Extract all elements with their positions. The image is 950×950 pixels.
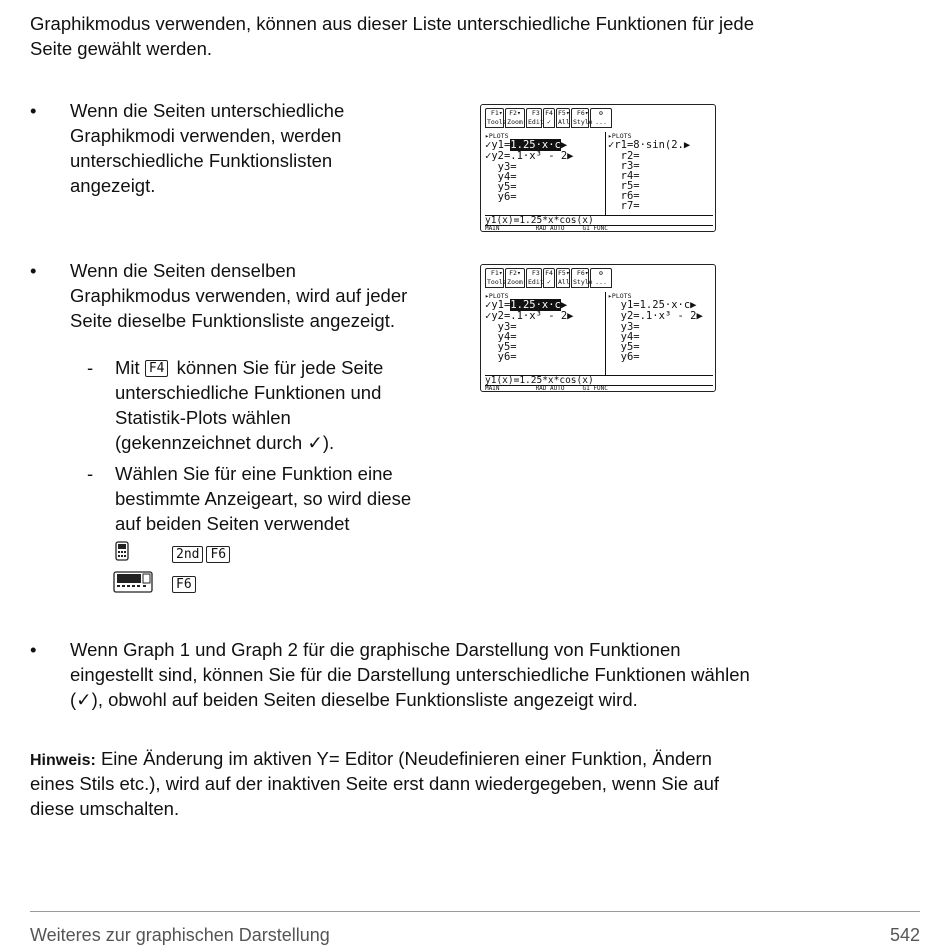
toolbar-edit: F3 Edit [528,269,544,286]
status-line: MAIN RAD AUTO G1 FUNC [485,385,713,392]
bullet-marker: • [30,639,37,660]
toolbar-more: ⚙ ... [590,268,612,288]
toolbar-tools: F1▾ Tools [487,269,507,286]
sub-1-pre: Mit [115,357,140,378]
toolbar [485,268,613,290]
2nd-key: 2nd [172,546,203,563]
calculator-screen-1 [480,104,716,232]
toolbar-style: F6▾ Style [573,269,593,286]
function-line: y4= [485,171,517,183]
highlighted-expression: 1.25·x·c [510,299,561,311]
calculator-icon [115,541,129,561]
bullet-marker: • [30,100,37,121]
function-line: y3= [485,161,517,173]
function-line: r2= [608,150,640,162]
sub-2-line: auf beiden Seiten verwendet [115,513,350,534]
plots-label: ▸PLOTS [485,292,509,300]
bullet-1-line: Graphikmodi verwenden, werden [70,125,342,146]
toolbar-more: ⚙ ... [590,108,612,128]
sub-1-line: unterschiedliche Funktionen und [115,382,382,403]
toolbar-edit: F3 Edit [528,109,544,126]
note-line-3: diese umschalten. [30,798,180,819]
intro-line-1: Graphikmodus verwenden, können aus dieser Liste unterschiedliche Funktionen für jede [30,13,754,34]
sub-1-line: (gekennzeichnet durch ✓). [115,432,335,453]
y-editor-right-pane [608,132,713,215]
dash-marker: - [87,463,94,484]
key-row-voyage [172,571,199,596]
function-line: y5= [485,341,517,353]
function-line: ✓y2=.1·x³ - 2▶ [485,150,574,162]
page-number: 542 [889,925,920,945]
bullet-2-line: Graphikmodus verwenden, wird auf jeder [70,285,408,306]
toolbar-tools: F1▾ Tools [487,109,507,126]
function-line: y6= [485,191,517,203]
bullet-3-line: Wenn Graph 1 und Graph 2 für die graphische Darstellung von Funktionen [70,639,681,660]
bullet-2-line: Wenn die Seiten denselben [70,260,296,281]
plots-label: ▸PLOTS [485,132,509,140]
y-editor-right-pane [608,292,713,375]
toolbar-check: F4 ✓ [543,268,555,288]
bullet-1-line: Wenn die Seiten unterschiedliche [70,100,345,121]
function-line: r3= [608,160,640,172]
toolbar-style: F6▾ Style [573,109,593,126]
function-line: y3= [608,321,640,333]
plots-label: ▸PLOTS [608,132,632,140]
entry-line: y1(x)=1.25*x*cos(x) [485,375,713,386]
toolbar-zoom: F2▾ Zoom [505,268,525,288]
function-line: y4= [485,331,517,343]
bullet-3-line: eingestellt sind, können Sie für die Darstellung unterschiedliche Funktionen wählen [70,664,750,685]
toolbar-zoom: F2▾ Zoom [505,108,525,128]
bullet-2-line: Seite dieselbe Funktionsliste angezeigt. [70,310,395,331]
function-line: y5= [485,181,517,193]
toolbar-all: F5▾ All [558,269,570,286]
function-line: r5= [608,180,640,192]
dash-marker: - [87,357,94,378]
note-line-1 [30,746,712,773]
plots-label: ▸PLOTS [608,292,632,300]
highlighted-expression: 1.25·x·c [510,139,561,151]
f6-key: F6 [206,546,230,563]
bullet-1-line: angezeigt. [70,175,156,196]
note-line-2: eines Stils etc.), wird auf der inaktiven Seite erst dann wiedergegeben, wenn Sie auf [30,773,720,794]
function-line: r7= [608,200,640,212]
function-line: ✓y2=.1·x³ - 2▶ [485,310,574,322]
function-line: y2=.1·x³ - 2▶ [608,310,703,322]
sub-1-first-line [115,355,383,380]
f6-key: F6 [172,576,196,593]
sub-1-post: können Sie für jede Seite [176,357,384,378]
intro-line-2: Seite gewählt werden. [30,38,213,59]
footer-title: Weiteres zur graphischen Darstellung [30,925,330,945]
bullet-marker: • [30,260,37,281]
function-line: ✓y1=1.25·x·c▶ [485,139,568,151]
footer-divider [30,911,920,912]
function-line: ✓r1=8·sin(2.▶ [608,139,691,151]
note-label: Hinweis: [30,752,96,769]
function-line: ✓y1=1.25·x·c▶ [485,299,568,311]
y-editor-left-pane [485,132,606,215]
sub-1-line: Statistik-Plots wählen [115,407,291,428]
sub-2-line: Wählen Sie für eine Funktion eine [115,463,393,484]
function-line: y5= [608,341,640,353]
function-line: y3= [485,321,517,333]
function-line: y6= [608,351,640,363]
status-line: MAIN RAD AUTO G1 FUNC [485,225,713,232]
y-editor-left-pane [485,292,606,375]
function-line: y1=1.25·x·c▶ [608,299,697,311]
note-text: Eine Änderung im aktiven Y= Editor (Neudefinieren einer Funktion, Ändern [100,748,712,769]
bullet-1-line: unterschiedliche Funktionslisten [70,150,333,171]
calculator-screen-2 [480,264,716,392]
key-row-calculator [172,541,233,566]
toolbar [485,108,613,130]
f4-key: F4 [145,360,169,377]
function-line: r4= [608,170,640,182]
toolbar-check: F4 ✓ [543,108,555,128]
function-line: y4= [608,331,640,343]
function-line: y6= [485,351,517,363]
voyage-keyboard-icon [113,571,153,593]
function-line: r6= [608,190,640,202]
entry-line: y1(x)=1.25*x*cos(x) [485,215,713,226]
sub-2-line: bestimmte Anzeigeart, so wird diese [115,488,412,509]
toolbar-all: F5▾ All [558,109,570,126]
bullet-3-line: (✓), obwohl auf beiden Seiten dieselbe Funktionsliste angezeigt wird. [70,689,638,710]
